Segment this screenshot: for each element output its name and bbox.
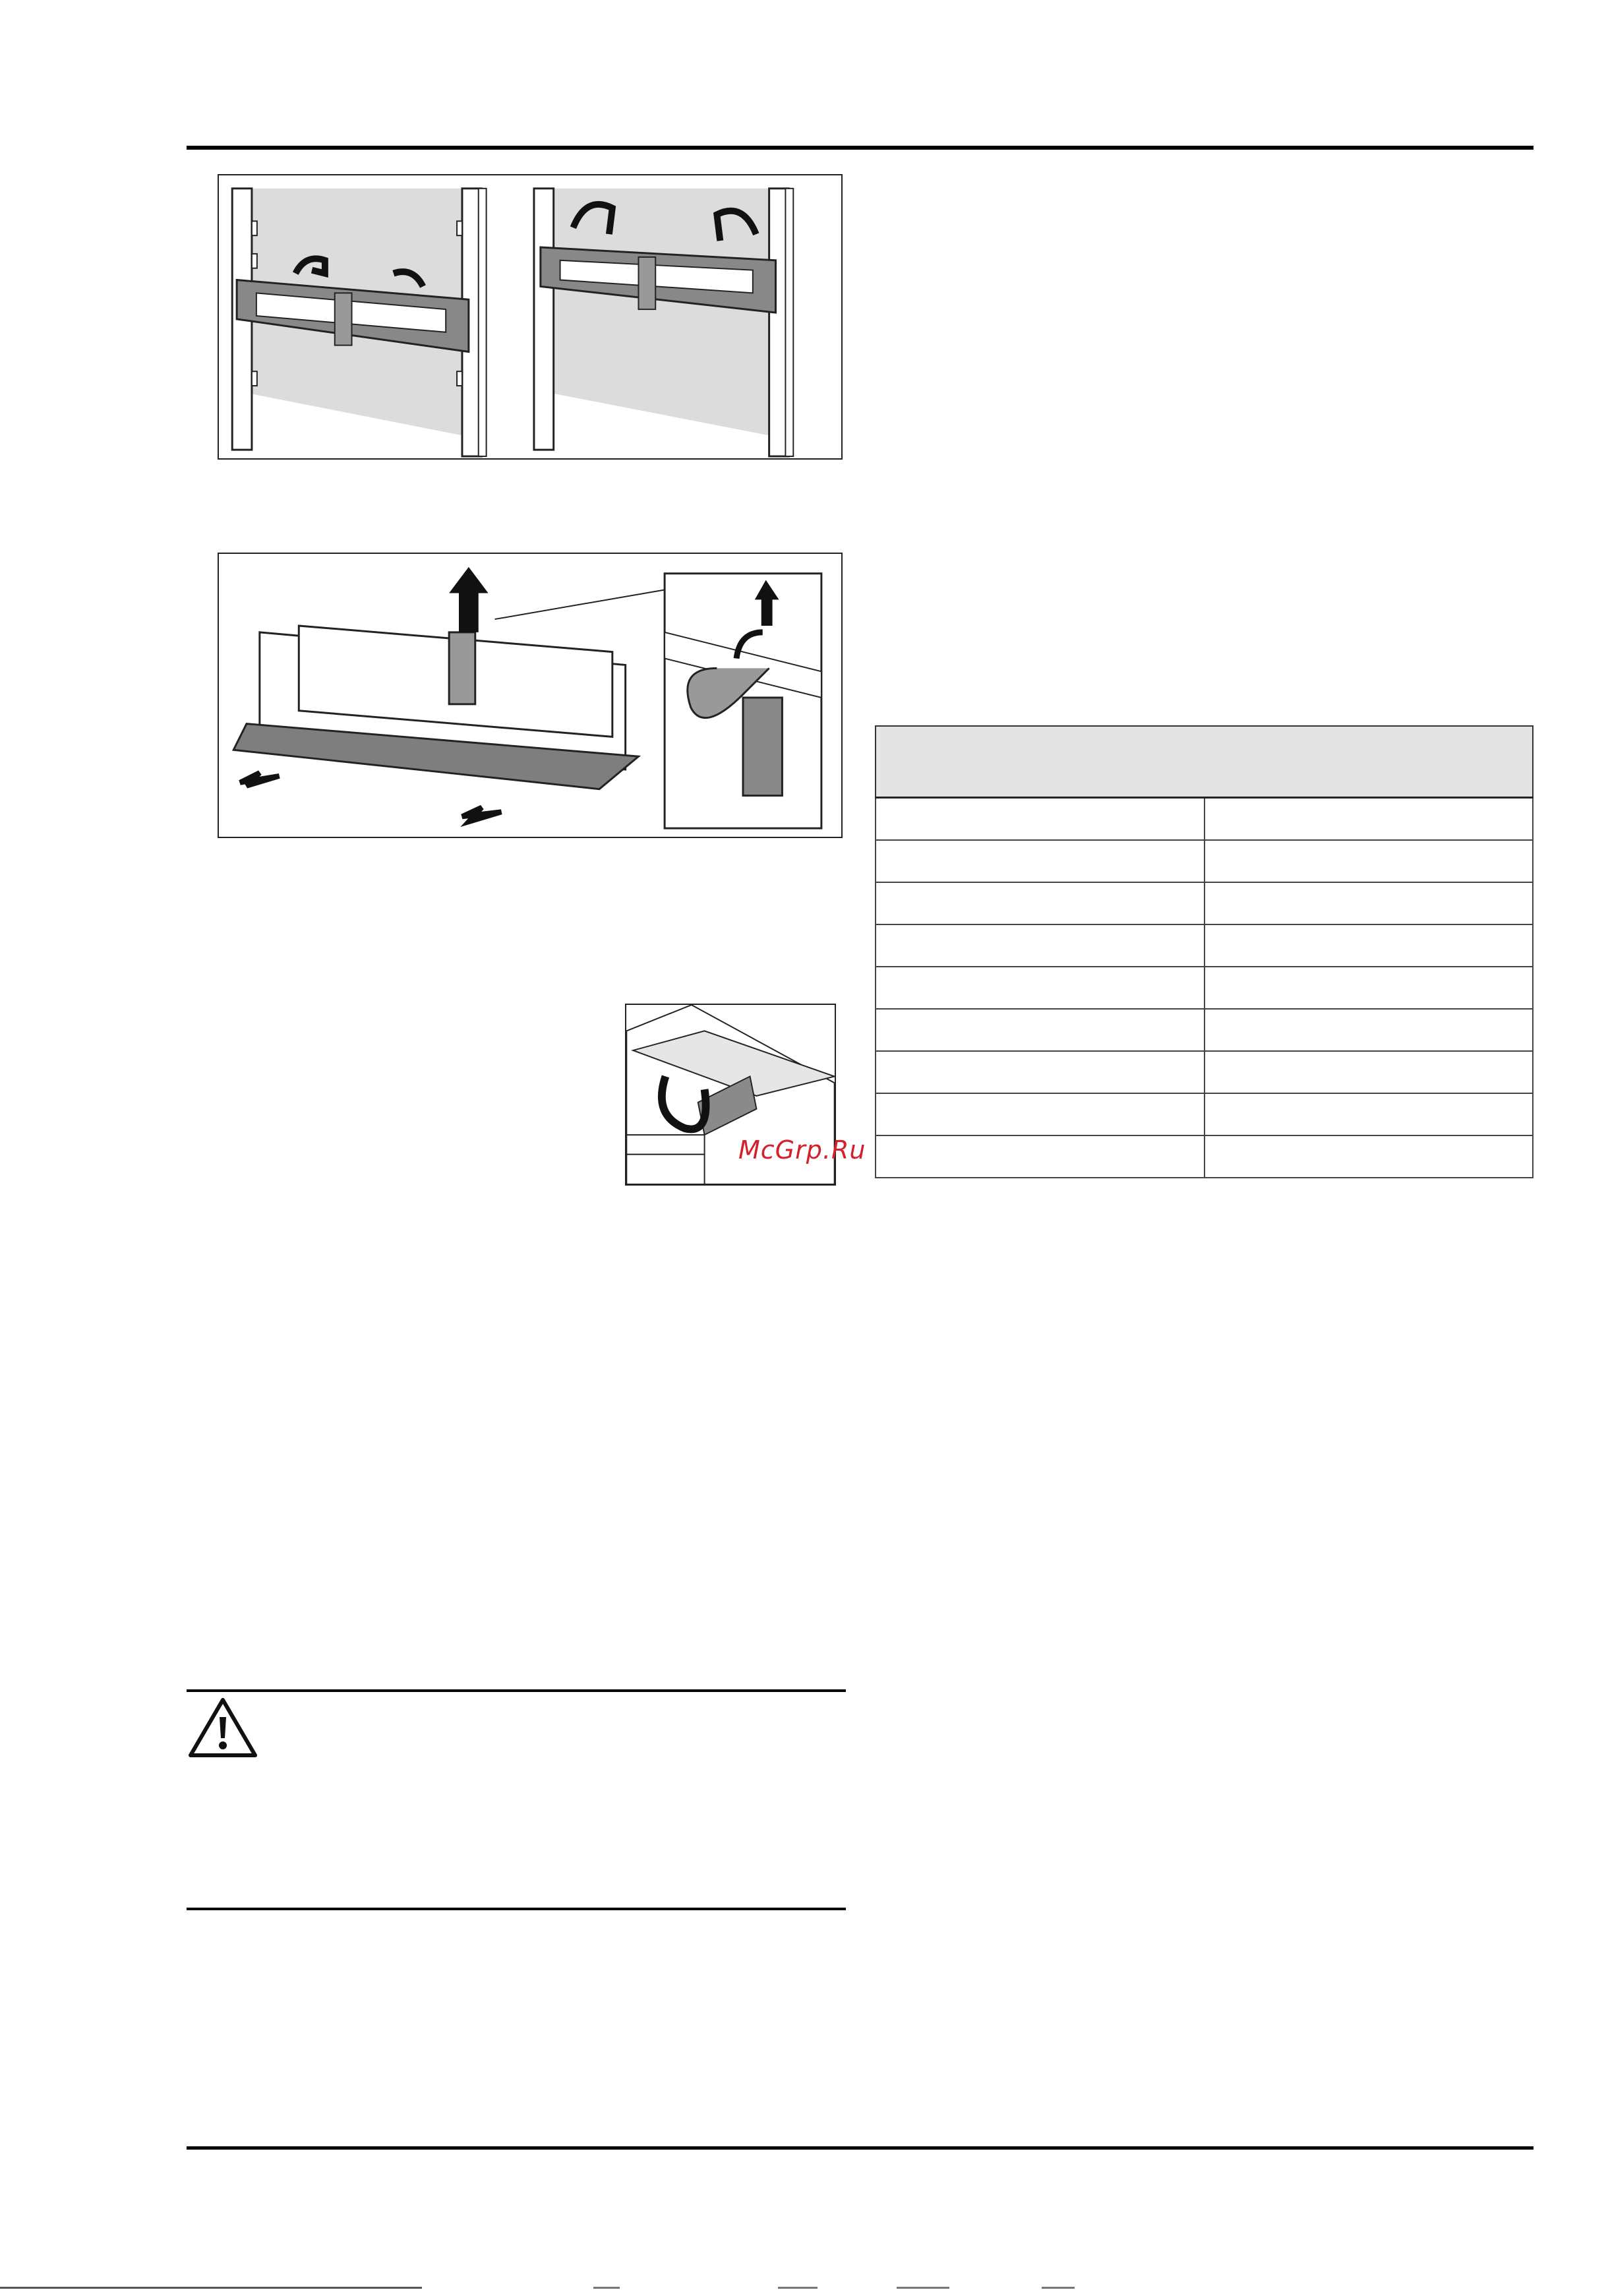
watermark-text: McGrp.Ru	[738, 1135, 866, 1164]
table-row	[876, 1135, 1533, 1178]
scan-edge-strip	[0, 2287, 1608, 2289]
warning-top-rule	[187, 1689, 846, 1692]
table-row	[876, 840, 1533, 882]
table-header	[876, 726, 1533, 798]
table-row	[876, 924, 1533, 967]
table-row	[876, 798, 1533, 841]
table-row	[876, 1093, 1533, 1135]
warning-triangle-icon	[187, 1696, 259, 1759]
spec-table	[875, 725, 1534, 1178]
shelf-disassembly-illustration	[219, 554, 841, 837]
footer-rule	[187, 2146, 1534, 2150]
header-rule	[187, 146, 1534, 150]
warning-bottom-rule	[187, 1908, 846, 1910]
table-row	[876, 1051, 1533, 1093]
shelf-mounting-figure	[218, 174, 843, 460]
table-row	[876, 882, 1533, 924]
table-row	[876, 1009, 1533, 1051]
shelf-mounting-illustration	[219, 175, 841, 458]
shelf-disassembly-figure	[218, 553, 843, 838]
table-row	[876, 967, 1533, 1009]
